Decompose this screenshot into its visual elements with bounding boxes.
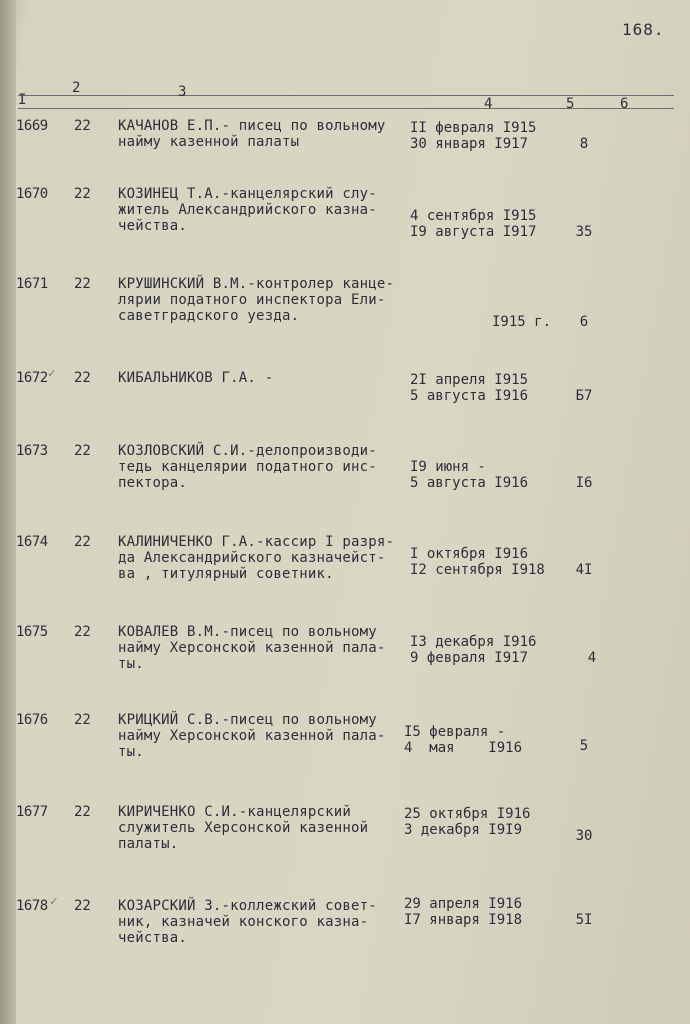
check-mark-icon: ✓ xyxy=(50,894,58,909)
entry-fund: 22 xyxy=(74,624,91,640)
entry-number: 1673 xyxy=(16,443,48,459)
entry-fund: 22 xyxy=(74,118,91,134)
entry-number: 1675 xyxy=(16,624,48,640)
entry-description: КОЗАРСКИЙ З.-коллежский совет- ник, казначей конского казна- чейства. xyxy=(118,898,377,946)
column-header-3: 3 xyxy=(178,84,187,100)
entry-fund: 22 xyxy=(74,712,91,728)
entry-sheets: 30 xyxy=(575,828,593,844)
entry-sheets: 8 xyxy=(579,136,589,152)
entry-sheets: 4I xyxy=(575,562,593,578)
column-header-4: 4 xyxy=(484,96,493,112)
column-header-5: 5 xyxy=(566,96,575,112)
entry-description: КИБАЛЬНИКОВ Г.А. - xyxy=(118,370,274,386)
entry-sheets: 4 xyxy=(587,650,597,666)
entry-dates: 2I апреля I915 5 августа I916 xyxy=(410,372,529,404)
entry-sheets: 6 xyxy=(579,314,589,330)
entry-fund: 22 xyxy=(74,898,91,914)
entry-description: КИРИЧЕНКО С.И.-канцелярский служитель Херсонской казенной палаты. xyxy=(118,804,369,852)
check-mark-icon: ✓ xyxy=(48,366,56,381)
header-rule-top xyxy=(18,95,674,96)
header-rule-bottom xyxy=(18,108,674,109)
entry-number: 1676 xyxy=(16,712,48,728)
entry-row xyxy=(0,624,690,704)
entry-sheets: Б7 xyxy=(575,388,593,404)
entry-number: 1674 xyxy=(16,534,48,550)
entry-dates: II февраля I915 30 января I917 xyxy=(410,120,537,152)
entry-sheets: 5I xyxy=(575,912,593,928)
entry-number: 1671 xyxy=(16,276,48,292)
entry-row xyxy=(0,366,690,450)
entry-row xyxy=(0,804,690,884)
entry-dates: I9 июня - 5 августа I916 xyxy=(410,459,529,491)
entry-sheets: 5 xyxy=(579,738,589,754)
entry-dates: 29 апреля I916 I7 января I918 xyxy=(404,896,523,928)
entry-fund: 22 xyxy=(74,443,91,459)
entry-dates: I октября I916 I2 сентября I918 xyxy=(410,546,545,578)
entry-fund: 22 xyxy=(74,276,91,292)
entry-description: КРУШИНСКИЙ В.М.-контролер канце- лярии податного инспектора Ели- саветградского уезда. xyxy=(118,276,395,324)
entry-number: 1670 xyxy=(16,186,48,202)
column-header-2: 2 xyxy=(72,80,81,96)
entry-sheets: I6 xyxy=(575,475,593,491)
entry-fund: 22 xyxy=(74,534,91,550)
entry-number: 1678 xyxy=(16,898,48,914)
entry-description: КАЧАНОВ Е.П.- писец по вольному найму казенной палаты xyxy=(118,118,386,150)
entry-description: КОЗИНЕЦ Т.А.-канцелярский слу- житель Александрийского казна- чейства. xyxy=(118,186,377,234)
entry-dates: I915 г. xyxy=(492,314,552,330)
entry-description: КРИЦКИЙ С.В.-писец по вольному найму Херсонской казенной пала- ты. xyxy=(118,712,386,760)
entry-dates: I5 февраля - 4 мая I916 xyxy=(404,724,523,756)
entry-row xyxy=(0,894,690,978)
entry-row xyxy=(0,276,690,356)
entry-description: КОЗЛОВСКИЙ С.И.-делопроизводи- тедь канцелярии податного инс- пектора. xyxy=(118,443,377,491)
entry-description: КАЛИНИЧЕНКО Г.А.-кассир I разря- да Александрийского казначейст- ва , титулярный советник. xyxy=(118,534,395,582)
page-number: 168. xyxy=(622,20,665,39)
column-header-6: 6 xyxy=(620,96,629,112)
entry-description: КОВАЛЕВ В.М.-писец по вольному найму Херсонской казенной пала- ты. xyxy=(118,624,386,672)
entry-dates: I3 декабря I916 9 февраля I917 xyxy=(410,634,537,666)
entry-fund: 22 xyxy=(74,804,91,820)
entry-dates: 25 октября I916 3 декабря I9I9 xyxy=(404,806,531,838)
entry-row xyxy=(0,443,690,523)
entry-dates: 4 сентября I915 I9 августа I917 xyxy=(410,208,537,240)
entry-number: 1672 xyxy=(16,370,48,386)
entry-row xyxy=(0,186,690,266)
entry-fund: 22 xyxy=(74,186,91,202)
entry-sheets: 35 xyxy=(575,224,593,240)
column-header-1: I xyxy=(18,92,27,108)
entry-row xyxy=(0,712,690,792)
entry-number: 1677 xyxy=(16,804,48,820)
entry-number: 1669 xyxy=(16,118,48,134)
entry-fund: 22 xyxy=(74,370,91,386)
entry-row xyxy=(0,534,690,614)
